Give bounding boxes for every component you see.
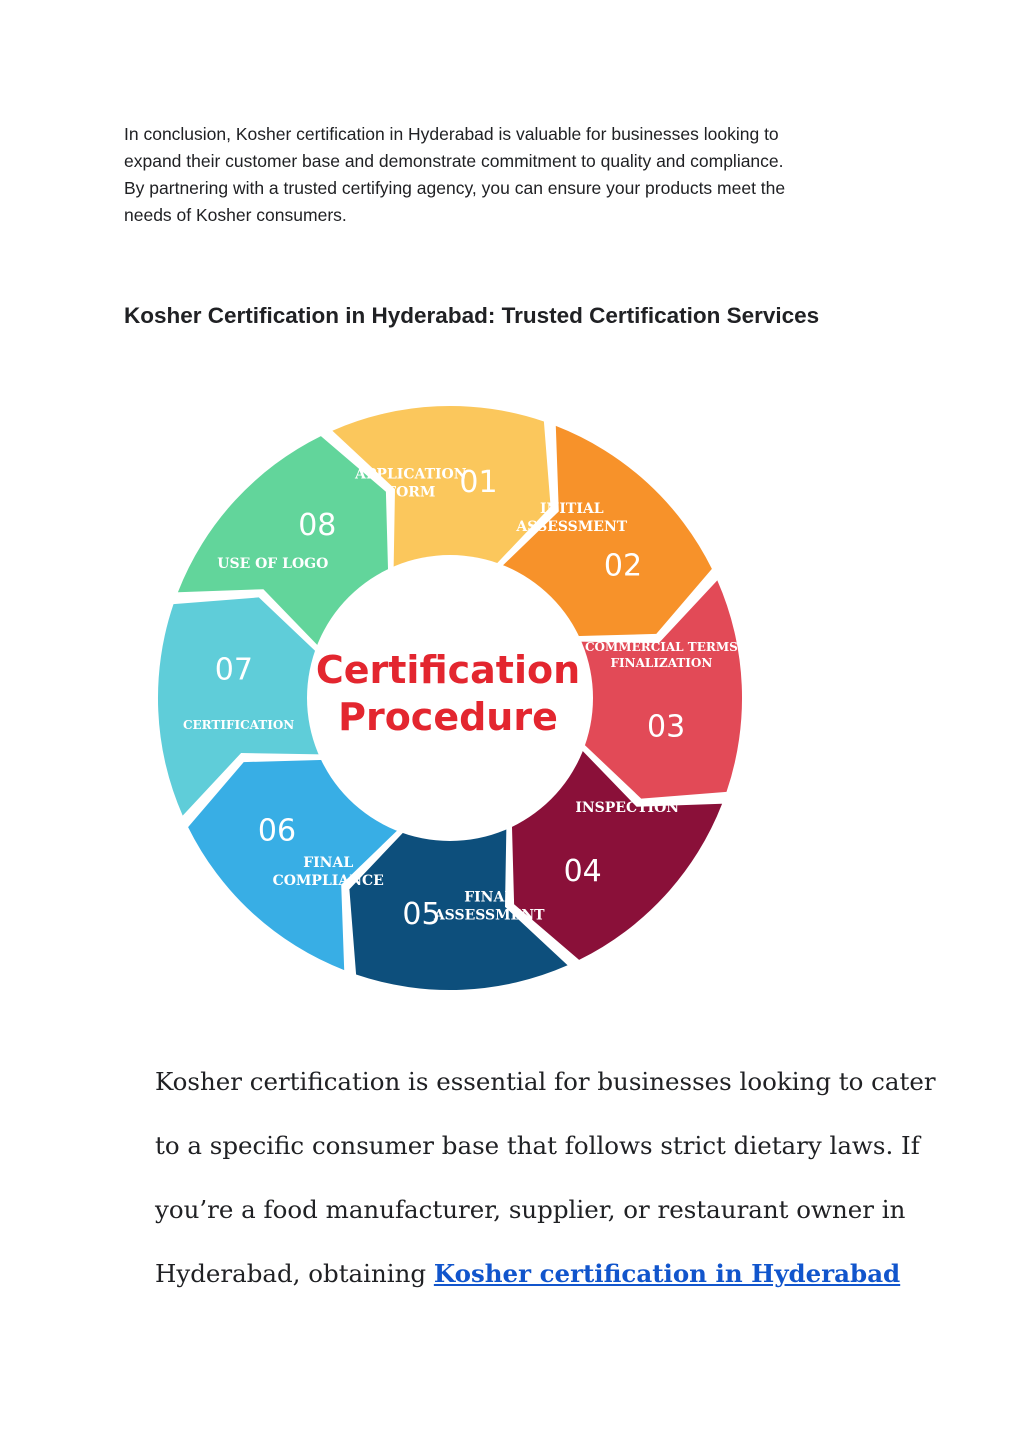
step-04-number: 04 <box>563 854 602 889</box>
step-01-number: 01 <box>459 464 498 500</box>
step-06-label-line2: COMPLIANCE <box>272 873 384 890</box>
body-line: you’re a food manufacturer, supplier, or restaurant owner in <box>155 1195 906 1224</box>
kosher-certification-link[interactable]: Kosher certification in Hyderabad <box>433 1259 901 1288</box>
section-heading: Kosher Certification in Hyderabad: Trusted Certification Services <box>124 303 820 328</box>
step-08-number: 08 <box>298 508 337 543</box>
intro-line: needs of Kosher consumers. <box>124 205 347 225</box>
center-title-line2: Procedure <box>338 695 558 739</box>
intro-line: By partnering with a trusted certifying agency, you can ensure your products meet the <box>124 178 786 198</box>
step-01-label-line2: FORM <box>386 484 436 501</box>
body-line-prefix: Hyderabad, obtaining <box>155 1259 434 1288</box>
step-03-number: 03 <box>647 709 686 745</box>
step-05-label-line1: FINAL <box>464 889 515 906</box>
step-06-label-line1: FINAL <box>303 855 354 872</box>
step-03-label-line2: FINALIZATION <box>610 655 713 670</box>
step-06-number: 06 <box>257 813 297 849</box>
body-paragraph <box>155 1050 936 1306</box>
body-line <box>155 1242 901 1306</box>
step-07-number: 07 <box>214 652 253 688</box>
body-line: to a specific consumer base that follows strict dietary laws. If <box>155 1131 920 1160</box>
step-04-label-line1: INSPECTION <box>575 799 680 816</box>
step-03-label-line1: COMMERCIAL TERMS <box>585 639 738 654</box>
certification-procedure-diagram <box>150 400 750 996</box>
intro-line: expand their customer base and demonstrate commitment to quality and compliance. <box>124 151 784 171</box>
step-05-number: 05 <box>402 897 441 933</box>
step-02-label-line2: ASSESSMENT <box>516 518 628 535</box>
step-02-number: 02 <box>603 548 643 584</box>
intro-line: In conclusion, Kosher certification in Hyderabad is valuable for businesses looking to <box>124 124 779 144</box>
step-01-label-line1: APPLICATION <box>355 466 467 483</box>
intro-paragraph <box>124 121 904 229</box>
body-line: Kosher certification is essential for businesses looking to cater <box>155 1067 936 1096</box>
step-05-label-line2: ASSESSMENT <box>433 907 545 924</box>
step-02-label-line1: INITIAL <box>540 500 604 517</box>
step-08-label-line1: USE OF LOGO <box>217 556 329 573</box>
cycle-diagram-svg <box>150 400 750 996</box>
center-title-line1: Certification <box>315 648 581 692</box>
step-07-label-line1: CERTIFICATION <box>182 718 295 733</box>
